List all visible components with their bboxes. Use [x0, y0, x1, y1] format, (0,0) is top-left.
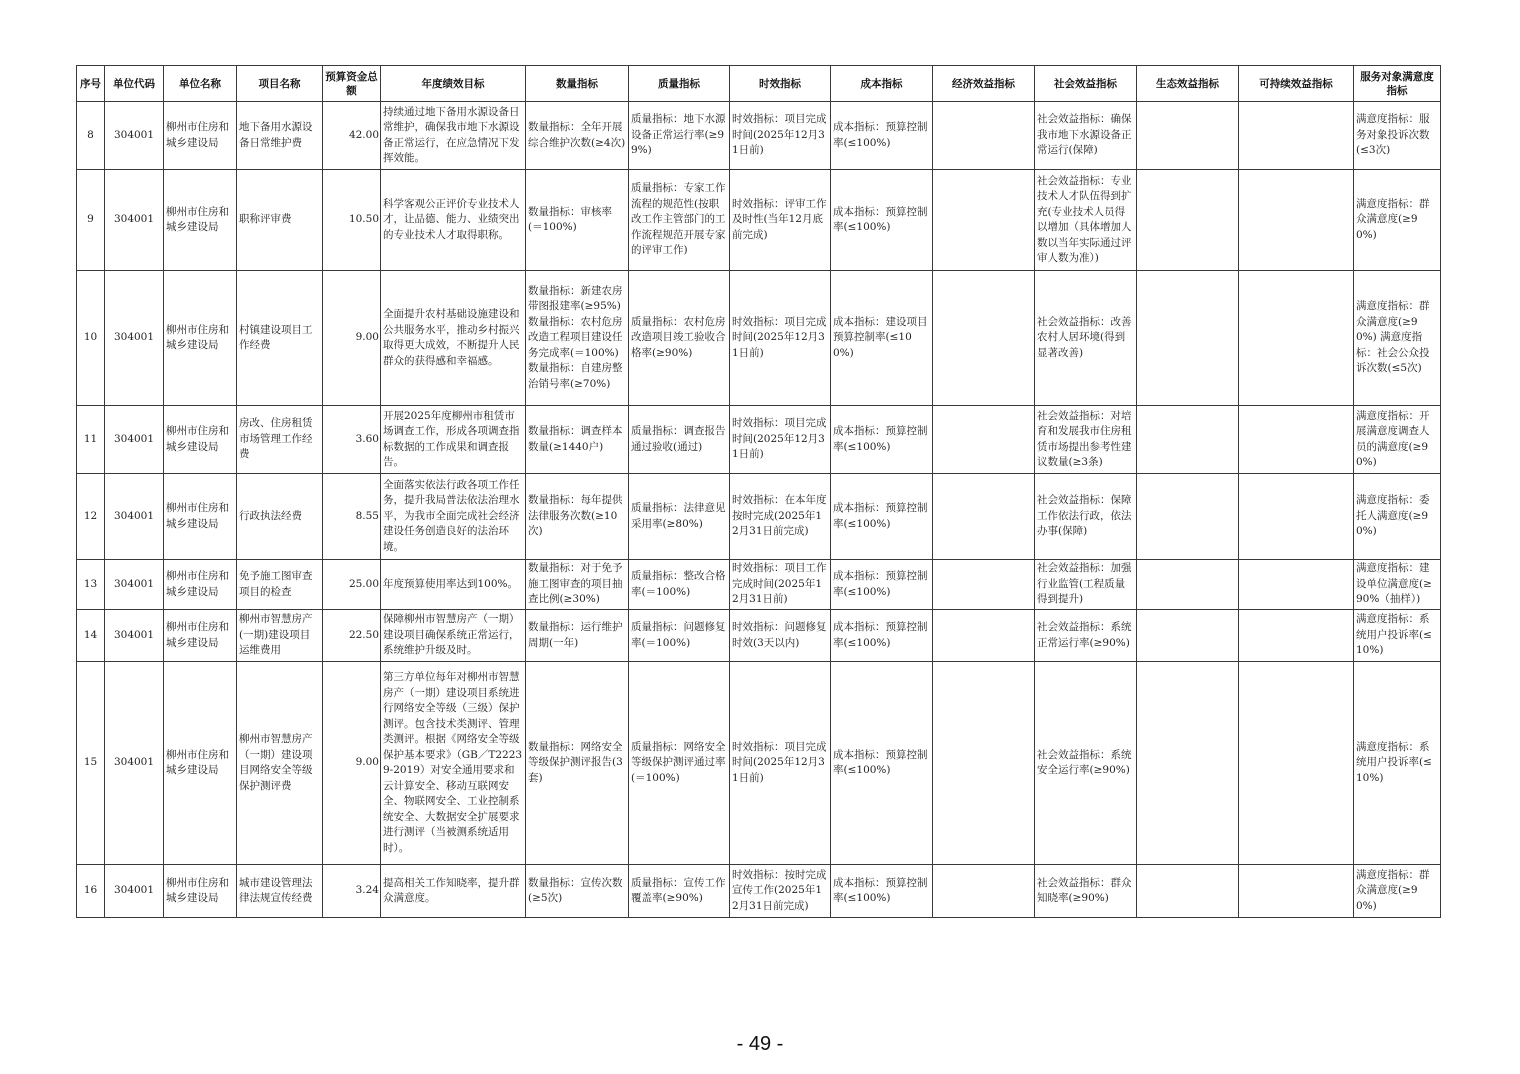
cell-cost-indicator: 成本指标：预算控制率(≤100%)	[831, 560, 933, 610]
cell-ecological-benefit-indicator	[1137, 662, 1239, 865]
cell-unit-code: 304001	[105, 406, 164, 474]
header-unit-code: 单位代码	[105, 66, 164, 102]
cell-economic-benefit-indicator	[933, 560, 1035, 610]
cell-unit-code: 304001	[105, 271, 164, 406]
cell-quality-indicator: 质量指标：宣传工作覆盖率(≥90%)	[629, 865, 730, 918]
table-row	[77, 406, 1441, 474]
cell-ecological-benefit-indicator	[1137, 406, 1239, 474]
cell-unit-name: 柳州市住房和城乡建设局	[164, 271, 237, 406]
cell-budget-total: 42.00	[323, 102, 381, 170]
cell-unit-code: 304001	[105, 865, 164, 918]
cell-sustainable-benefit-indicator	[1239, 610, 1354, 662]
table-row	[77, 865, 1441, 918]
cell-social-benefit-indicator: 社会效益指标：系统安全运行率(≥90%)	[1035, 662, 1137, 865]
cell-satisfaction-indicator: 满意度指标：系统用户投诉率(≤10%)	[1354, 662, 1441, 865]
cell-sustainable-benefit-indicator	[1239, 865, 1354, 918]
header-row	[77, 66, 1441, 102]
table-body	[77, 102, 1441, 918]
cell-ecological-benefit-indicator	[1137, 474, 1239, 560]
cell-seq: 13	[77, 560, 105, 610]
cell-cost-indicator: 成本指标：预算控制率(≤100%)	[831, 406, 933, 474]
cell-quantity-indicator: 数量指标：对于免予施工图审查的项目抽查比例(≥30%)	[526, 560, 629, 610]
cell-ecological-benefit-indicator	[1137, 170, 1239, 271]
cell-project-name: 柳州市智慧房产（一期）建设项目网络安全等级保护测评费	[237, 662, 323, 865]
cell-unit-code: 304001	[105, 610, 164, 662]
cell-satisfaction-indicator: 满意度指标：开展满意度调查人员的满意度(≥90%)	[1354, 406, 1441, 474]
cell-ecological-benefit-indicator	[1137, 610, 1239, 662]
cell-timeliness-indicator: 时效指标：项目完成时间(2025年12月31日前)	[730, 662, 831, 865]
cell-budget-total: 22.50	[323, 610, 381, 662]
cell-social-benefit-indicator: 社会效益指标：系统正常运行率(≥90%)	[1035, 610, 1137, 662]
cell-social-benefit-indicator: 社会效益指标：改善农村人居环境(得到显著改善)	[1035, 271, 1137, 406]
table-row	[77, 474, 1441, 560]
cell-satisfaction-indicator: 满意度指标：系统用户投诉率(≤10%)	[1354, 610, 1441, 662]
cell-quantity-indicator: 数量指标：新建农房带图报建率(≥95%) 数量指标：农村危房改造工程项目建设任务完成率(＝100%) 数量指标：自建房整治销号率(≥70%)	[526, 271, 629, 406]
performance-table	[76, 65, 1441, 918]
cell-annual-goal: 开展2025年度柳州市租赁市场调查工作，形成各项调查指标数据的工作成果和调查报告。	[381, 406, 526, 474]
header-project-name: 项目名称	[237, 66, 323, 102]
cell-seq: 8	[77, 102, 105, 170]
cell-annual-goal: 提高相关工作知晓率，提升群众满意度。	[381, 865, 526, 918]
cell-project-name: 行政执法经费	[237, 474, 323, 560]
table-row	[77, 610, 1441, 662]
cell-budget-total: 25.00	[323, 560, 381, 610]
cell-seq: 15	[77, 662, 105, 865]
cell-economic-benefit-indicator	[933, 102, 1035, 170]
header-sustainable-benefit-indicator: 可持续效益指标	[1239, 66, 1354, 102]
cell-annual-goal: 年度预算使用率达到100%。	[381, 560, 526, 610]
cell-annual-goal: 保障柳州市智慧房产（一期）建设项目确保系统正常运行，系统维护升级及时。	[381, 610, 526, 662]
table-header	[77, 66, 1441, 102]
cell-timeliness-indicator: 时效指标：在本年度按时完成(2025年12月31日前完成)	[730, 474, 831, 560]
header-unit-name: 单位名称	[164, 66, 237, 102]
cell-satisfaction-indicator: 满意度指标：群众满意度(≥90%)	[1354, 170, 1441, 271]
cell-satisfaction-indicator: 满意度指标：群众满意度(≥90%)	[1354, 865, 1441, 918]
cell-timeliness-indicator: 时效指标：按时完成宣传工作(2025年12月31日前完成)	[730, 865, 831, 918]
header-satisfaction-indicator: 服务对象满意度指标	[1354, 66, 1441, 102]
cell-budget-total: 10.50	[323, 170, 381, 271]
cell-quantity-indicator: 数量指标：网络安全等级保护测评报告(3套)	[526, 662, 629, 865]
table-row	[77, 662, 1441, 865]
page-number: - 49 -	[736, 1033, 784, 1055]
cell-unit-name: 柳州市住房和城乡建设局	[164, 406, 237, 474]
header-quality-indicator: 质量指标	[629, 66, 730, 102]
cell-annual-goal: 全面落实依法行政各项工作任务，提升我局普法依法治理水平，为我市全面完成社会经济建设任务创造良好的法治环境。	[381, 474, 526, 560]
header-annual-goal: 年度绩效目标	[381, 66, 526, 102]
cell-timeliness-indicator: 时效指标：评审工作及时性(当年12月底前完成)	[730, 170, 831, 271]
cell-sustainable-benefit-indicator	[1239, 406, 1354, 474]
cell-project-name: 免予施工图审查项目的检查	[237, 560, 323, 610]
cell-timeliness-indicator: 时效指标：项目完成时间(2025年12月31日前)	[730, 102, 831, 170]
cell-seq: 12	[77, 474, 105, 560]
cell-budget-total: 3.24	[323, 865, 381, 918]
cell-timeliness-indicator: 时效指标：项目完成时间(2025年12月31日前)	[730, 406, 831, 474]
cell-quality-indicator: 质量指标：整改合格率(＝100%)	[629, 560, 730, 610]
cell-budget-total: 9.00	[323, 271, 381, 406]
cell-quantity-indicator: 数量指标：审核率(＝100%)	[526, 170, 629, 271]
cell-unit-code: 304001	[105, 560, 164, 610]
cell-satisfaction-indicator: 满意度指标：委托人满意度(≥90%)	[1354, 474, 1441, 560]
cell-sustainable-benefit-indicator	[1239, 560, 1354, 610]
cell-budget-total: 8.55	[323, 474, 381, 560]
cell-quality-indicator: 质量指标：问题修复率(＝100%)	[629, 610, 730, 662]
header-seq: 序号	[77, 66, 105, 102]
cell-project-name: 村镇建设项目工作经费	[237, 271, 323, 406]
cell-unit-name: 柳州市住房和城乡建设局	[164, 102, 237, 170]
table-row	[77, 560, 1441, 610]
cell-sustainable-benefit-indicator	[1239, 271, 1354, 406]
cell-unit-name: 柳州市住房和城乡建设局	[164, 610, 237, 662]
cell-cost-indicator: 成本指标：预算控制率(≤100%)	[831, 865, 933, 918]
cell-economic-benefit-indicator	[933, 271, 1035, 406]
cell-cost-indicator: 成本指标：建设项目预算控制率(≤100%)	[831, 271, 933, 406]
cell-cost-indicator: 成本指标：预算控制率(≤100%)	[831, 170, 933, 271]
cell-social-benefit-indicator: 社会效益指标：保障工作依法行政，依法办事(保障)	[1035, 474, 1137, 560]
cell-project-name: 柳州市智慧房产(一期)建设项目运维费用	[237, 610, 323, 662]
cell-sustainable-benefit-indicator	[1239, 170, 1354, 271]
cell-budget-total: 3.60	[323, 406, 381, 474]
cell-annual-goal: 持续通过地下备用水源设备日常维护，确保我市地下水源设备正常运行，在应急情况下发挥效能。	[381, 102, 526, 170]
cell-seq: 9	[77, 170, 105, 271]
cell-quality-indicator: 质量指标：农村危房改造项目竣工验收合格率(≥90%)	[629, 271, 730, 406]
cell-timeliness-indicator: 时效指标：项目完成时间(2025年12月31日前)	[730, 271, 831, 406]
table-row	[77, 271, 1441, 406]
header-economic-benefit-indicator: 经济效益指标	[933, 66, 1035, 102]
cell-social-benefit-indicator: 社会效益指标：确保我市地下水源设备正常运行(保障)	[1035, 102, 1137, 170]
cell-quantity-indicator: 数量指标：每年提供法律服务次数(≥10次)	[526, 474, 629, 560]
header-ecological-benefit-indicator: 生态效益指标	[1137, 66, 1239, 102]
cell-seq: 10	[77, 271, 105, 406]
cell-sustainable-benefit-indicator	[1239, 102, 1354, 170]
header-social-benefit-indicator: 社会效益指标	[1035, 66, 1137, 102]
cell-cost-indicator: 成本指标：预算控制率(≤100%)	[831, 474, 933, 560]
cell-seq: 14	[77, 610, 105, 662]
cell-quality-indicator: 质量指标：地下水源设备正常运行率(≥99%)	[629, 102, 730, 170]
cell-sustainable-benefit-indicator	[1239, 474, 1354, 560]
cell-project-name: 城市建设管理法律法规宣传经费	[237, 865, 323, 918]
cell-quality-indicator: 质量指标：专家工作流程的规范性(按职改工作主管部门的工作流程规范开展专家的评审工作)	[629, 170, 730, 271]
cell-economic-benefit-indicator	[933, 474, 1035, 560]
cell-project-name: 地下备用水源设备日常维护费	[237, 102, 323, 170]
cell-seq: 11	[77, 406, 105, 474]
cell-annual-goal: 科学客观公正评价专业技术人才，让品德、能力、业绩突出的专业技术人才取得职称。	[381, 170, 526, 271]
cell-unit-name: 柳州市住房和城乡建设局	[164, 865, 237, 918]
cell-social-benefit-indicator: 社会效益指标：对培育和发展我市住房租赁市场提出参考性建议数量(≥3条)	[1035, 406, 1137, 474]
cell-quality-indicator: 质量指标：网络安全等级保护测评通过率(＝100%)	[629, 662, 730, 865]
cell-cost-indicator: 成本指标：预算控制率(≤100%)	[831, 102, 933, 170]
cell-timeliness-indicator: 时效指标：项目工作完成时间(2025年12月31日前)	[730, 560, 831, 610]
cell-cost-indicator: 成本指标：预算控制率(≤100%)	[831, 610, 933, 662]
cell-economic-benefit-indicator	[933, 610, 1035, 662]
table-row	[77, 102, 1441, 170]
header-timeliness-indicator: 时效指标	[730, 66, 831, 102]
cell-budget-total: 9.00	[323, 662, 381, 865]
cell-satisfaction-indicator: 满意度指标：群众满意度(≥90%) 满意度指标：社会公众投诉次数(≤5次)	[1354, 271, 1441, 406]
header-cost-indicator: 成本指标	[831, 66, 933, 102]
cell-economic-benefit-indicator	[933, 406, 1035, 474]
cell-ecological-benefit-indicator	[1137, 865, 1239, 918]
cell-quantity-indicator: 数量指标：全年开展综合维护次数(≥4次)	[526, 102, 629, 170]
cell-unit-code: 304001	[105, 102, 164, 170]
cell-quality-indicator: 质量指标：调查报告通过验收(通过)	[629, 406, 730, 474]
cell-project-name: 房改、住房租赁市场管理工作经费	[237, 406, 323, 474]
table-row	[77, 170, 1441, 271]
cell-unit-name: 柳州市住房和城乡建设局	[164, 170, 237, 271]
cell-annual-goal: 全面提升农村基础设施建设和公共服务水平，推动乡村振兴取得更大成效，不断提升人民群众的获得感和幸福感。	[381, 271, 526, 406]
cell-economic-benefit-indicator	[933, 662, 1035, 865]
cell-quantity-indicator: 数量指标：宣传次数(≥5次)	[526, 865, 629, 918]
cell-quantity-indicator: 数量指标：调查样本数量(≥1440户)	[526, 406, 629, 474]
cell-cost-indicator: 成本指标：预算控制率(≤100%)	[831, 662, 933, 865]
cell-quantity-indicator: 数量指标：运行维护周期(一年)	[526, 610, 629, 662]
cell-quality-indicator: 质量指标：法律意见采用率(≥80%)	[629, 474, 730, 560]
cell-social-benefit-indicator: 社会效益指标：群众知晓率(≥90%)	[1035, 865, 1137, 918]
cell-unit-name: 柳州市住房和城乡建设局	[164, 560, 237, 610]
cell-unit-name: 柳州市住房和城乡建设局	[164, 474, 237, 560]
cell-satisfaction-indicator: 满意度指标：服务对象投诉次数(≤3次)	[1354, 102, 1441, 170]
cell-seq: 16	[77, 865, 105, 918]
cell-unit-code: 304001	[105, 170, 164, 271]
cell-ecological-benefit-indicator	[1137, 560, 1239, 610]
cell-sustainable-benefit-indicator	[1239, 662, 1354, 865]
cell-economic-benefit-indicator	[933, 170, 1035, 271]
cell-satisfaction-indicator: 满意度指标：建设单位满意度(≥90%（抽样）)	[1354, 560, 1441, 610]
cell-social-benefit-indicator: 社会效益指标：加强行业监管(工程质量得到提升)	[1035, 560, 1137, 610]
cell-project-name: 职称评审费	[237, 170, 323, 271]
cell-unit-code: 304001	[105, 474, 164, 560]
header-budget-total: 预算资金总额	[323, 66, 381, 102]
header-quantity-indicator: 数量指标	[526, 66, 629, 102]
cell-social-benefit-indicator: 社会效益指标：专业技术人才队伍得到扩充(专业技术人员得以增加（具体增加人数以当年实际通过评审人数为准）)	[1035, 170, 1137, 271]
cell-unit-code: 304001	[105, 662, 164, 865]
cell-annual-goal: 第三方单位每年对柳州市智慧房产（一期）建设项目系统进行网络安全等级（三级）保护测评。包含技术类测评、管理类测评。根据《网络安全等级保护基本要求》（GB／T22239-2019）对安全通用要求和云计算安全、移动互联网安全、物联网安全、工业控制系统安全、大数据安全扩展要求进行测评（当被测系统适用时）。	[381, 662, 526, 865]
cell-timeliness-indicator: 时效指标：问题修复时效(3天以内)	[730, 610, 831, 662]
cell-ecological-benefit-indicator	[1137, 102, 1239, 170]
cell-economic-benefit-indicator	[933, 865, 1035, 918]
cell-unit-name: 柳州市住房和城乡建设局	[164, 662, 237, 865]
cell-ecological-benefit-indicator	[1137, 271, 1239, 406]
